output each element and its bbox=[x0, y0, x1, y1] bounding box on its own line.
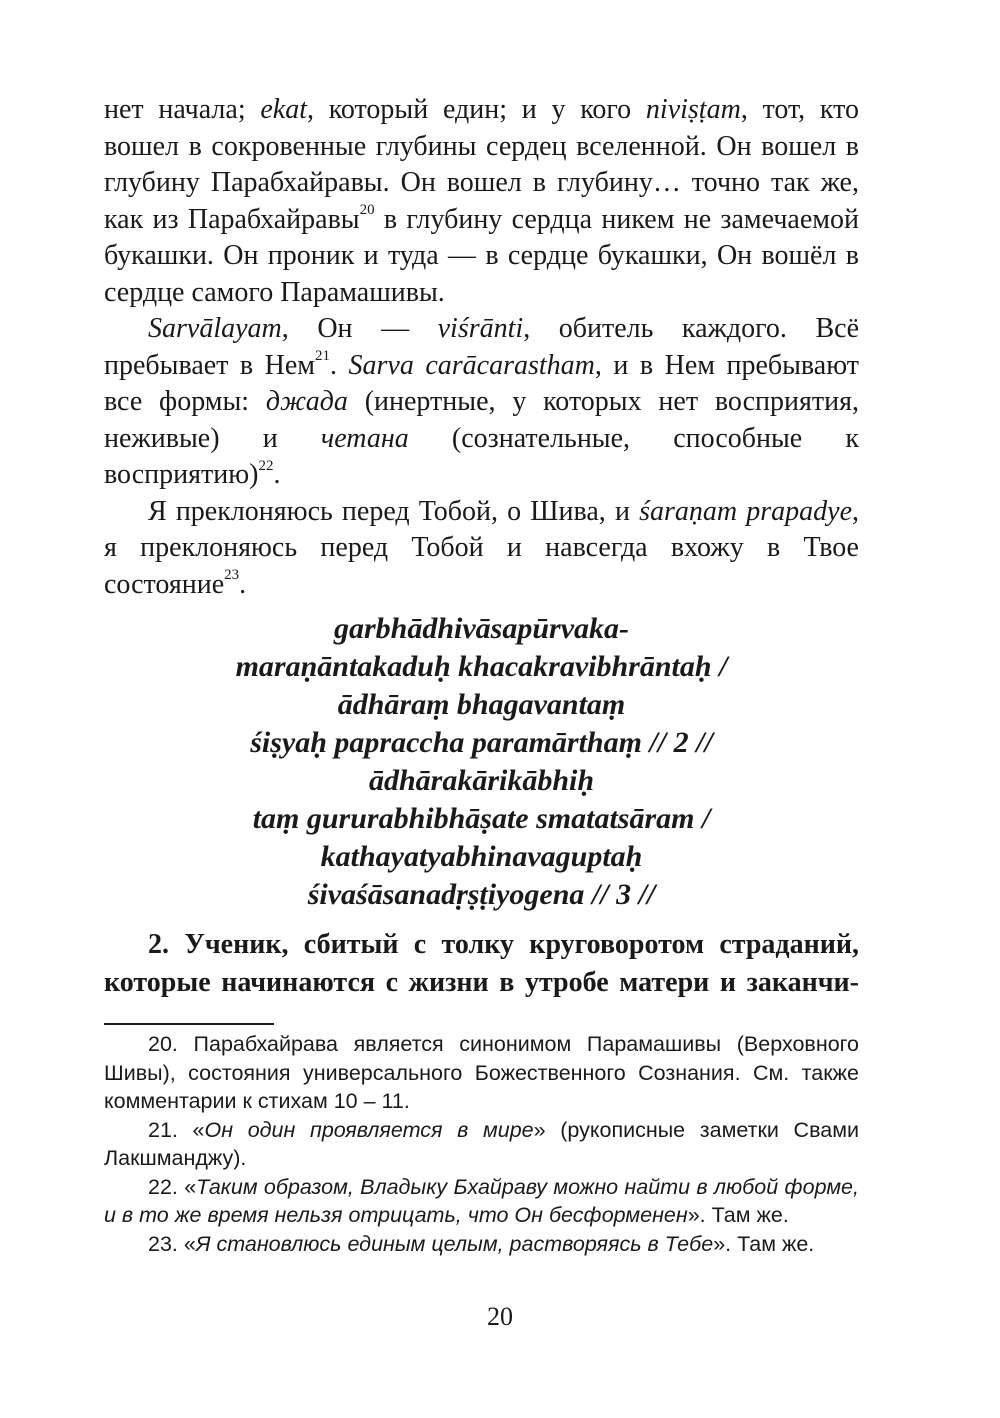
page-number: 20 bbox=[487, 1302, 513, 1331]
verse-translation-heading: 2. Ученик, сбитый с толку круговоротом страданий, которые начинаются с жизни в утробе матери и заканчи- bbox=[104, 929, 859, 998]
paragraph-2: Sarvālayam, Он — viśrānti, обитель каждого. Всё пребывает в Нем$^{21}$. Sarva carācarastham, и в Нем пребывают все формы: джада (инертные, у которых нет восприятия, неживые) и четана (сознательные, способные к восприятию)$^{22}$. bbox=[104, 313, 859, 490]
footnote-ref-21[interactable]: 21 bbox=[315, 348, 331, 365]
footnote-divider bbox=[104, 1023, 274, 1025]
footnote-number: 20. bbox=[148, 1032, 178, 1056]
footnote-number: 23. bbox=[148, 1231, 178, 1256]
sanskrit-term: śaraṇam prapadye bbox=[639, 495, 853, 527]
paragraph-3: Я преклоняюсь перед Тобой, о Шива, и śaraṇam prapadye, я преклоняюсь перед Тобой и навсегда вхожу в Твое состояние$^{23}$. bbox=[104, 495, 860, 600]
footnote-number: 22. bbox=[148, 1174, 178, 1199]
sanskrit-term: ekat bbox=[260, 94, 307, 125]
term: четана bbox=[320, 422, 409, 454]
footnote-20: 20. Парабхайрава является синонимом Парамашивы (Верховного Шивы), состояния универсального Божественного Сознания. См. также комментарии к стихам 10 – 11. bbox=[104, 1032, 859, 1113]
main-text bbox=[104, 92, 859, 603]
sanskrit-verse bbox=[104, 610, 859, 914]
footnote-21: 21. «Он один проявляется в мире» (рукописные заметки Свами Лакшманджу). bbox=[104, 1117, 859, 1170]
verse-line: kathayatyabhinavaguptaḥ bbox=[320, 840, 643, 873]
term: джада bbox=[265, 386, 348, 417]
verse-line: ādhāraṃ bhagavantaṃ bbox=[337, 688, 626, 721]
verse-line: ādhārakārikābhiḥ bbox=[368, 764, 595, 797]
footnotes bbox=[104, 1030, 859, 1258]
verse-line: garbhādhivāsapūrvaka- bbox=[333, 612, 630, 645]
footnote-ref-22[interactable]: 22 bbox=[258, 457, 274, 474]
sanskrit-term: Sarva carācarastham bbox=[348, 349, 595, 381]
sanskrit-term: viśrānti bbox=[437, 313, 524, 344]
verse-line: taṃ gururabhibhāṣate smatatsāram / bbox=[252, 802, 711, 835]
verse-line: śiṣyaḥ papraccha paramārthaṃ // 2 // bbox=[250, 726, 713, 759]
sanskrit-term: niviṣṭam bbox=[645, 94, 741, 125]
footnote-22: 22. «Таким образом, Владыку Бхайраву можно найти в любой форме, и в то же время нельзя отрицать, что Он бесформенен». Там же. bbox=[104, 1174, 859, 1227]
footnote-ref-20[interactable]: 20 bbox=[359, 202, 375, 219]
paragraph-1: нет начала; ekat, который един; и у кого niviṣṭam, тот, кто вошел в сокровенные глубины сердец вселенной. Он вошел в глубину Парабхайравы. Он вошел в глубину… точно так же, как из Парабхайравы$^{20}$ в глубину сердца никем не замечаемой букашки. Он проник и туда — в сердце букашки, Он вошёл в сердце самого Парамашивы. bbox=[104, 94, 860, 308]
footnote-ref-23[interactable]: 23 bbox=[224, 567, 240, 584]
footnote-number: 21. bbox=[148, 1117, 178, 1142]
verse-line: śivaśāsanadṛṣṭiyogena // 3 // bbox=[307, 878, 656, 911]
footnote-23: 23. «Я становлюсь единым целым, растворяясь в Тебе». Там же. bbox=[148, 1231, 815, 1256]
sanskrit-term: Sarvālayam bbox=[148, 313, 282, 344]
verse-line: maraṇāntakaduḥ khacakravibhrāntaḥ / bbox=[235, 650, 728, 683]
